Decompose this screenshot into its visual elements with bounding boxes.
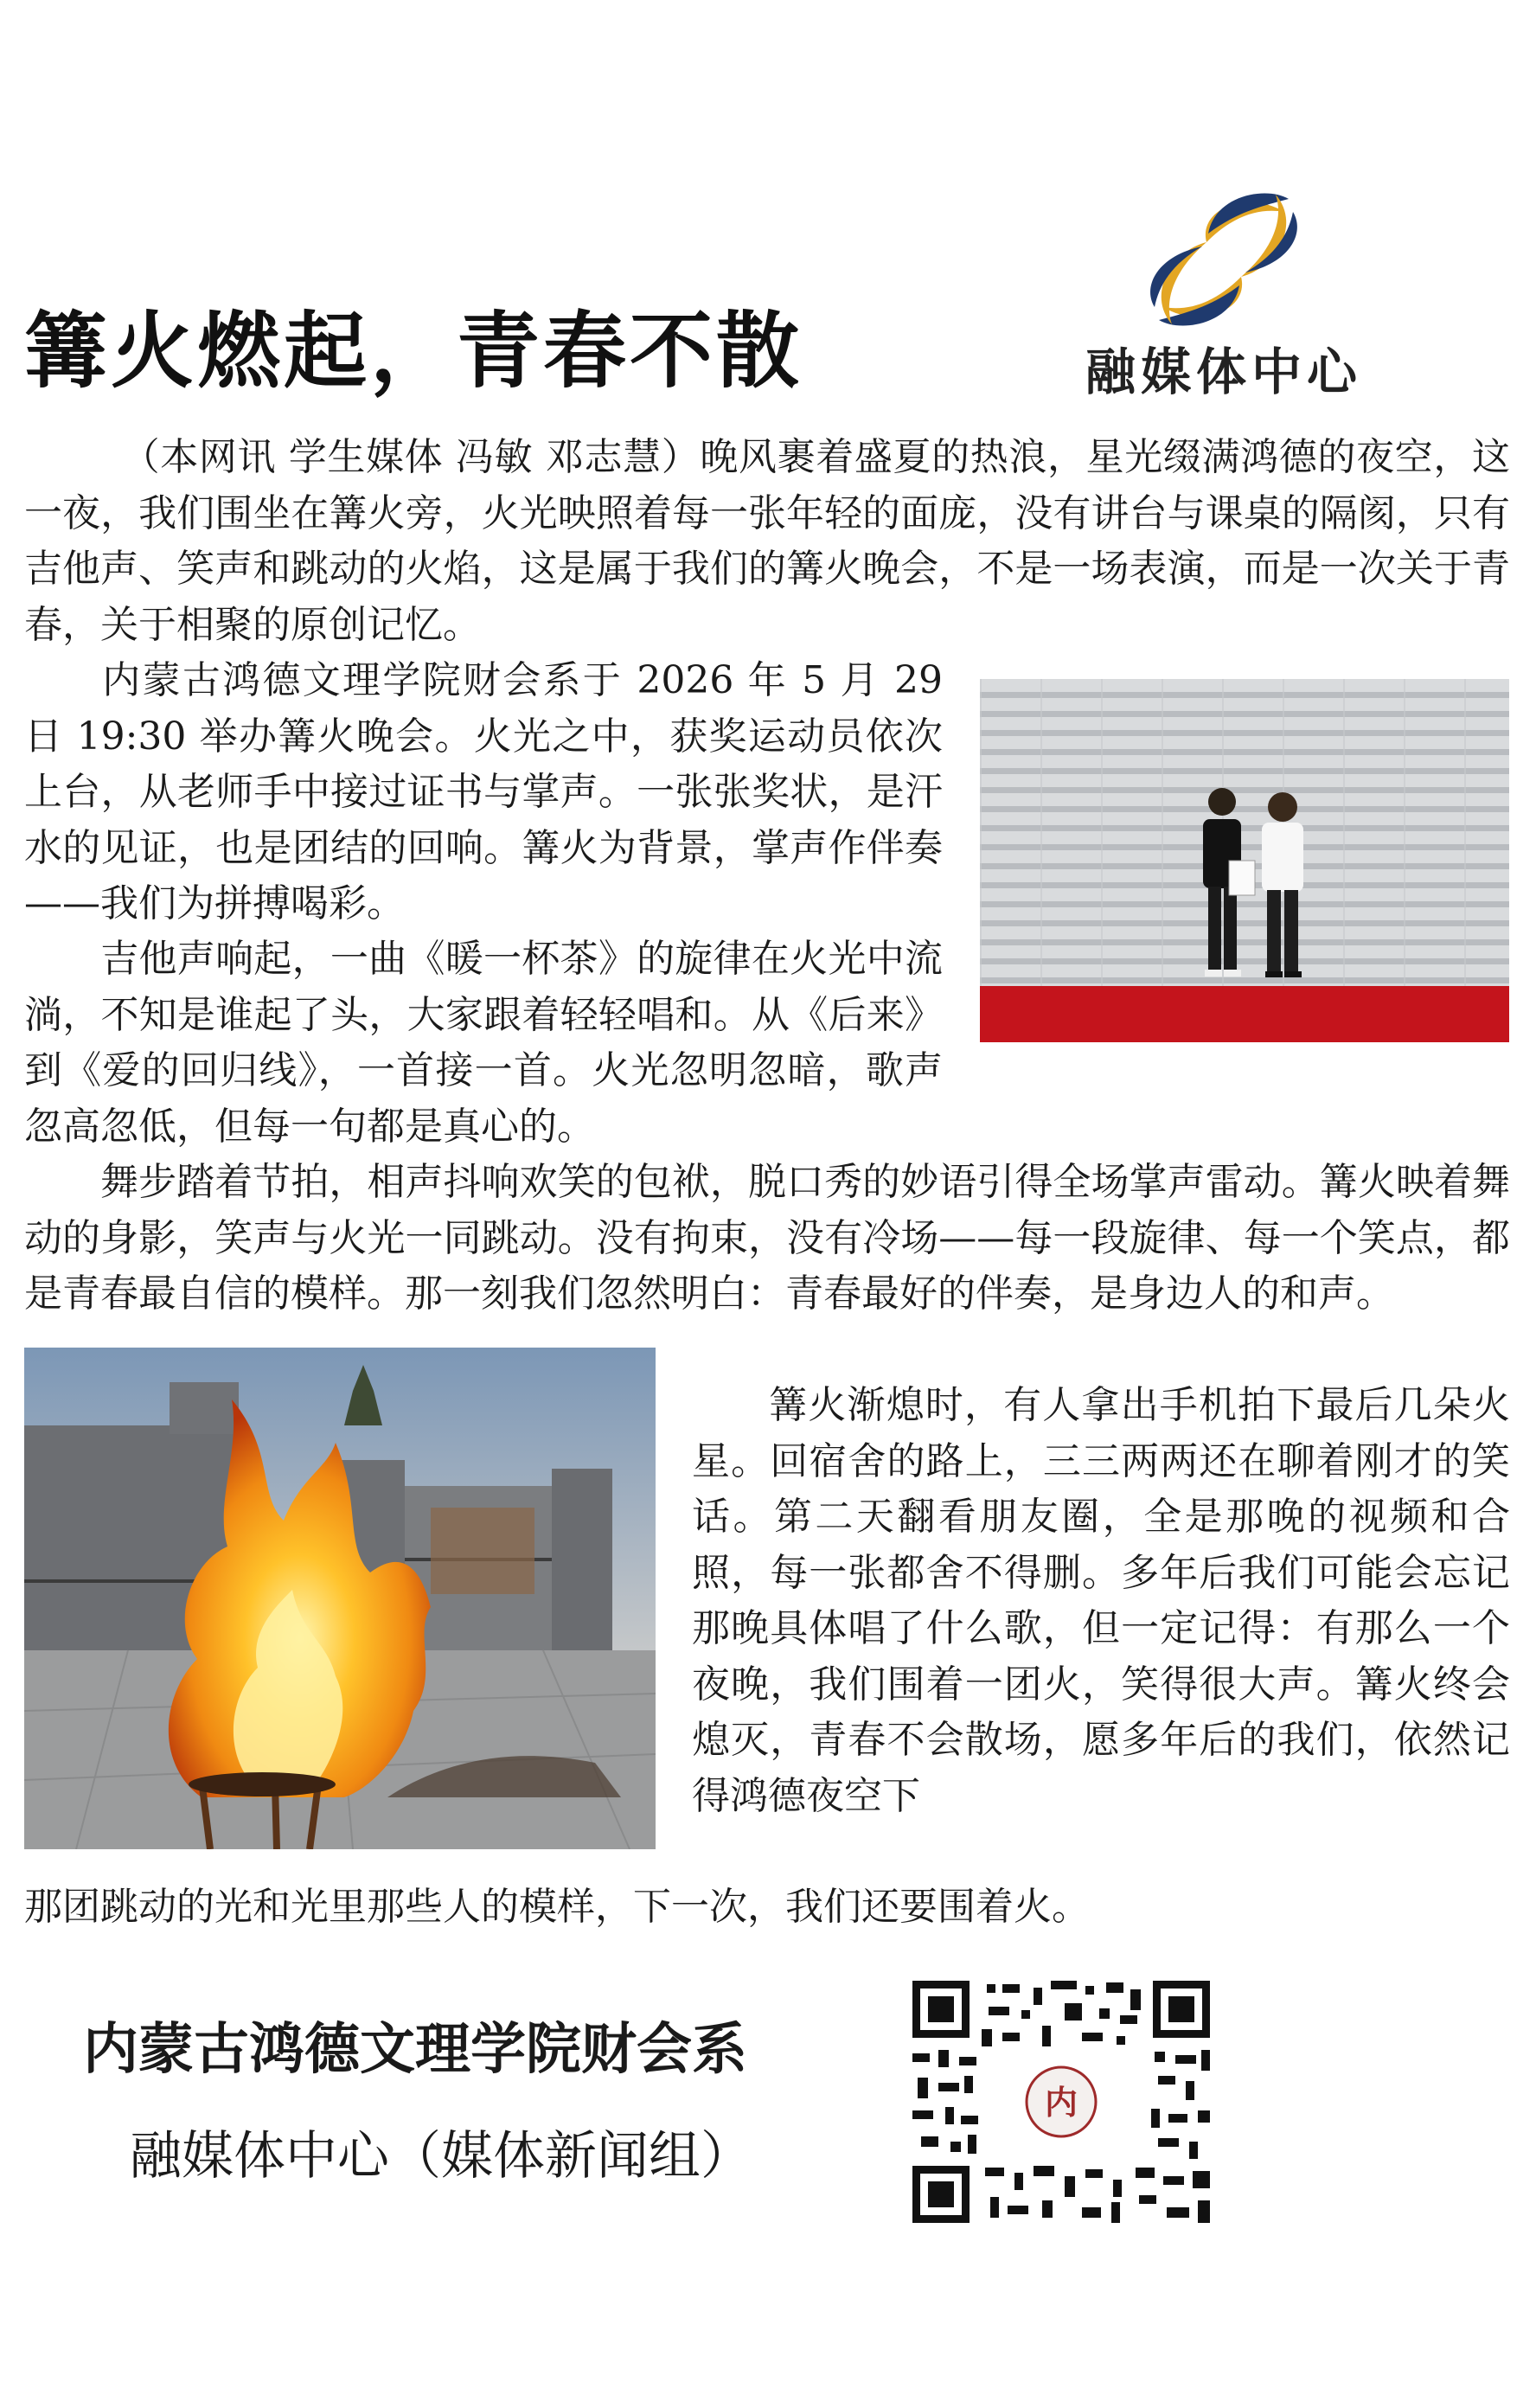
media-center-logo [1042, 177, 1405, 402]
paragraph-guitar-text: 吉他声响起，一曲《暖一杯茶》的旋律在火光中流淌，不知是谁起了头，大家跟着轻轻唱和。从《后来》到《爱的回归线》，一首接一首。火光忽明忽暗，歌声忽高忽低，但每一句都是真心的。 [24, 937, 943, 1149]
paragraph-ending [692, 1378, 1510, 1824]
award-ceremony-photo [980, 679, 1509, 1042]
qr-center-glyph: 内 [1044, 2084, 1078, 2122]
qr-code-icon [912, 1981, 1210, 2223]
paragraph-ending-text: 篝火渐熄时，有人拿出手机拍下最后几朵火星。回宿舍的路上，三三两两还在聊着刚才的笑话。第二天翻看朋友圈，全是那晚的视频和合照，每一张都舍不得删。多年后我们可能会忘记那晚具体唱了什么歌，但一定记得：有那么一个夜晚，我们围着一团火，笑得很大声。篝火终会熄灭，青春不会散场，愿多年后的我们，依然记得鸿德夜空下 [692, 1383, 1510, 1818]
paragraph-awards-text: 内蒙古鸿德文理学院财会系于 2026 年 5 月 29 日 19:30 举办篝火晚会。火光之中，获奖运动员依次上台，从老师手中接过证书与掌声。一张张奖状，是汗水的见证，也是团结的回响。篝火为背景，掌声作伴奏——我们为拼搏喝彩。 [24, 658, 943, 925]
swirl-logo-icon [1042, 177, 1405, 333]
paragraph-dance-text: 舞步踏着节拍，相声抖响欢笑的包袱，脱口秀的妙语引得全场掌声雷动。篝火映着舞动的身影，笑声与火光一同跳动。没有拘束，没有冷场——每一段旋律、每一个笑点，都是青春最自信的模样。那一刻我们忽然明白：青春最好的伴奏，是身边人的和声。 [24, 1160, 1510, 1316]
logo-text: 融媒体中心 [1085, 343, 1362, 401]
paragraph-guitar [24, 932, 943, 1155]
bonfire-photo [24, 1348, 656, 1849]
paragraph-dance [24, 1155, 1510, 1322]
paragraph-intro [24, 430, 1510, 653]
paragraph-awards [24, 653, 943, 932]
footer-organization: 内蒙古鸿德文理学院财会系 [83, 2018, 747, 2082]
paragraph-closing: 那团跳动的光和光里那些人的模样，下一次，我们还要围着火。 [24, 1885, 1090, 1929]
footer-media-center: 融媒体中心（媒体新闻组） [130, 2126, 752, 2187]
paragraph-intro-text: （本网讯 学生媒体 冯敏 邓志慧）晚风裹着盛夏的热浪，星光缀满鸿德的夜空，这一夜，我们围坐在篝火旁，火光映照着每一张年轻的面庞，没有讲台与课桌的隔阂，只有吉他声、笑声和跳动的火焰，这是属于我们的篝火晚会，不是一场表演，而是一次关于青春，关于相聚的原创记忆。 [24, 435, 1510, 647]
article-title: 篝火燃起，青春不散 [24, 303, 803, 400]
qr-code [912, 1981, 1210, 2223]
